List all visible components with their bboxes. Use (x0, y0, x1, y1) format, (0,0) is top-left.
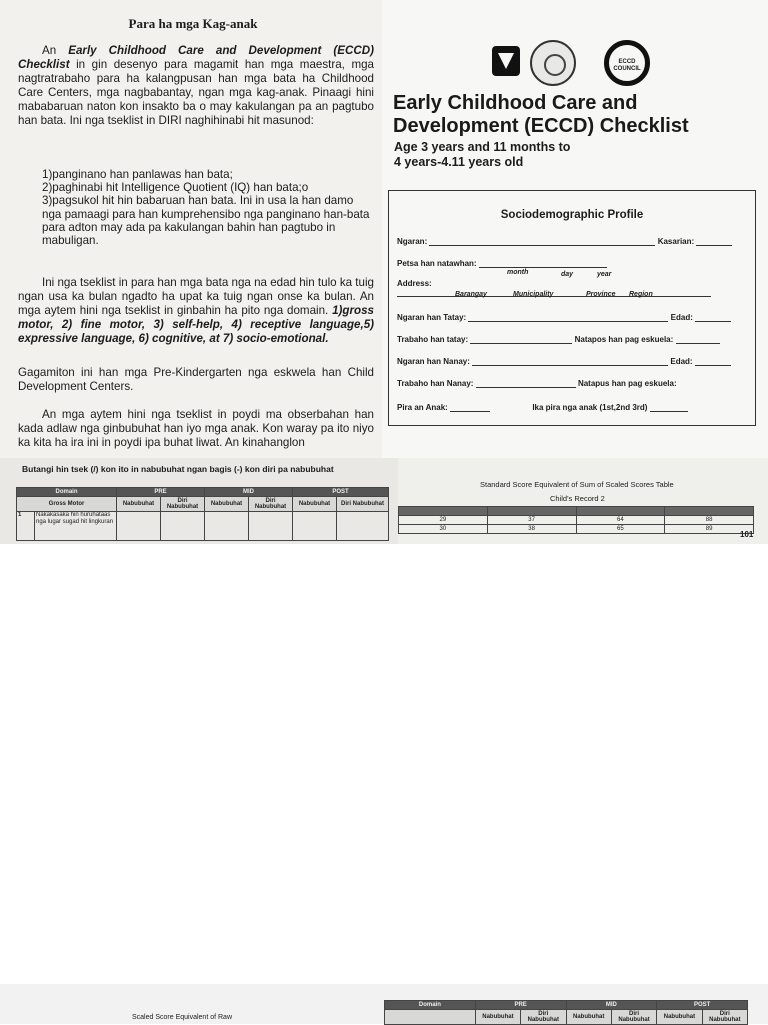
exclusions-list (42, 168, 372, 247)
children-row: Pira an Anak: Ika pira nga anak (1st,2nd 3rd) (397, 403, 747, 412)
score-table-subcaption: Child's Record 2 (550, 494, 605, 503)
father-name-row: Ngaran han Tatay: Edad: (397, 313, 747, 322)
table-row: 29 37 64 88 (399, 516, 754, 525)
check-cell[interactable] (249, 512, 293, 541)
score-table (398, 506, 754, 534)
checklist-title: Early Childhood Care and Development (ECCD) Checklist (393, 92, 689, 137)
profile-title: Sociodemographic Profile (500, 209, 644, 221)
table-row: 30 38 65 89 (399, 525, 754, 534)
observation-paragraph: An mga aytem hini nga tseklist in poydi ma obserbahan han kada adlaw nga ginbubuhat han iyo mga anak. Kon waray pa ito niyo ka kita ha ira ini in poydi ipa buhat liwat. An kinahanglon (18, 408, 374, 449)
domain-list: 1)gross motor, 2) fine motor, 3) self-help, 4) receptive language,5) expressive language, 6) cognitive, at 7) socio-emotional. (18, 303, 374, 345)
name-row: Ngaran: Kasarian: (397, 237, 747, 246)
check-cell[interactable] (337, 512, 389, 541)
father-job-field-line[interactable] (470, 335, 572, 344)
mother-job-row: Trabaho han Nanay: Natapus han pag eskuela: (397, 379, 677, 388)
handwritten-mark: 101 (740, 530, 754, 539)
eccd-council-logo-icon: ECCD COUNCIL (604, 40, 650, 86)
father-job-row: Trabaho han tatay: Natapos han pag eskuela: (397, 335, 747, 344)
sex-field-line[interactable] (696, 237, 732, 246)
score-table-caption: Standard Score Equivalent of Sum of Scaled Scores Table (480, 480, 674, 489)
birth-order-field-line[interactable] (650, 403, 688, 412)
domains-paragraph: Ini nga tseklist in para han mga bata nga na edad hin tulo ka tuig ngan usa ka bulan ngadto ha upat ka tuig ngan onse ka bulan. An mga aytem hini nga tseklist in ginbahin ha pito nga domain. 1)gross motor, 2) fine motor, 3) self-help, 4) receptive language,5) expressive language, 6) cognitive, at 7) socio-emotional. (18, 276, 374, 345)
eccd-name: Early Childhood Care and Development (ECCD) Checklist (18, 44, 374, 71)
page-title: Para ha mga Kag-anak (128, 16, 258, 31)
check-cell[interactable] (117, 512, 161, 541)
children-count-field-line[interactable] (450, 403, 490, 412)
table-caption: Butangi hin tsek (/) kon ito in nabubuhat ngan bagis (-) kon diri pa nabubuhat (22, 464, 334, 474)
mother-job-field-line[interactable] (476, 379, 576, 388)
mother-name-field-line[interactable] (472, 357, 668, 366)
check-cell[interactable] (205, 512, 249, 541)
list-item: 3)pagsukol hit hin babaruan han bata. Ini in usa la han damo nga pamaagi para han kumprehensibo nga panginano han-bata para adton may ada pa kakulangan bahin han pagtubo in mabuligan. (42, 194, 370, 248)
birthdate-row: Petsa han natawhan: (397, 259, 747, 268)
usage-paragraph: Gagamiton ini han mga Pre-Kindergarten nga eskwela han Child Development Centers. (18, 366, 374, 393)
check-cell[interactable] (161, 512, 205, 541)
age-range: Age 3 years and 11 months to 4 years-4.11 years old (394, 140, 571, 169)
mother-age-field-line[interactable] (695, 357, 731, 366)
dost-logo-icon (492, 46, 520, 76)
address-row: Address: (397, 279, 747, 297)
birthdate-field-line[interactable] (479, 259, 607, 268)
list-item: 2)paghinabi hit Intelligence Quotient (IQ) han bata;o (42, 181, 309, 195)
checklist-table-2: Domain PRE MID POST Nabubuhat Diri Nabubuhat Nabubuhat Diri Nabubuhat Nabubuhat Diri Nabubuhat (384, 1000, 748, 1025)
table-row: 1 Nakakasaka hin huruhataas nga lugar sugad hit lingkuran (17, 512, 389, 541)
intro-paragraph: An Early Childhood Care and Development (ECCD) Checklist in gin desenyo para magamit han mga maestra, mga nagtratrabaho para ha kalangpusan han mga bata ha Childhood Care Centers, mga nagbabantay, ngan mga kag-anak. Pinaagi hini mababaruan naton kon insakto ba o may kakulangan pa an pagtubo han bata. Ini nga tseklist in DIRI naghihinabi hit masunod: (18, 44, 374, 127)
address-field-line[interactable] (397, 288, 711, 297)
name-field-line[interactable] (429, 237, 655, 246)
father-education-field-line[interactable] (676, 335, 720, 344)
agency-seal-icon (530, 40, 576, 86)
father-age-field-line[interactable] (695, 313, 731, 322)
sociodemographic-profile-box: Sociodemographic Profile Ngaran: Kasarian: Petsa han natawhan: month day year Address: Barangay Municipality Province Region Ngaran han Tatay: Edad: Trabaho han tatay: Natapos han pag eskuela: Ngaran han Nanay: Edad: Trabaho han Nanay: Natapus han pag eskuela: Pira an Anak: Ika pira nga anak (1st,2nd 3rd) (388, 190, 756, 426)
checklist-table: Domain PRE MID POST Gross Motor Nabubuhat Diri Nabubuhat Nabubuhat Diri Nabubuhat Nabubuhat Diri Nabubuhat 1 Nakakasaka hin huruhataas nga lugar sugad hit lingkuran (16, 487, 389, 541)
left-page-scan (0, 0, 386, 458)
mother-name-row: Ngaran han Nanay: Edad: (397, 357, 747, 366)
list-item: 1)panginano han panlawas han bata; (42, 168, 233, 181)
check-cell[interactable] (293, 512, 337, 541)
raw-score-caption: Scaled Score Equivalent of Raw (132, 1014, 232, 1021)
father-name-field-line[interactable] (468, 313, 668, 322)
